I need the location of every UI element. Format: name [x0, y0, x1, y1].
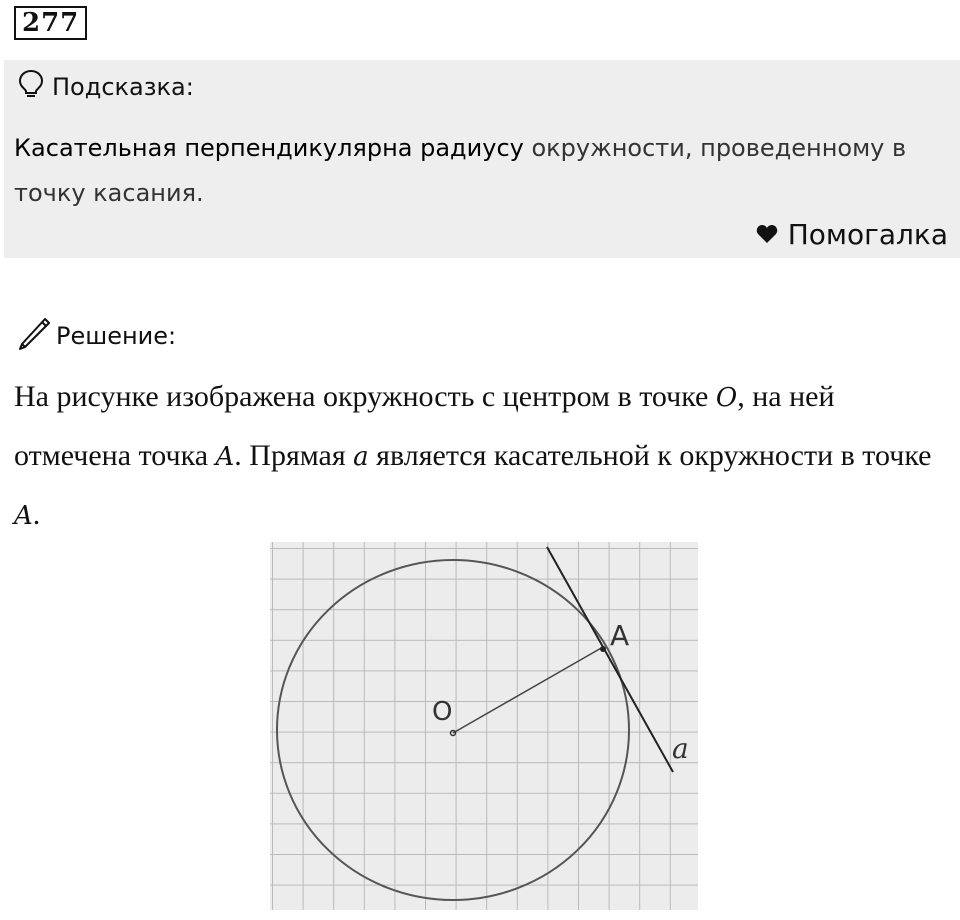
hint-header	[18, 72, 194, 102]
hint-panel	[4, 60, 960, 258]
label-line-a: a	[672, 732, 689, 765]
hint-text-bold: Касательная перпендикулярна радиусу	[14, 134, 524, 162]
solution-text-part: , на ней отмечена точка	[14, 380, 835, 472]
label-a: A	[610, 619, 630, 652]
figure-drawing	[270, 542, 698, 910]
solution-text-part: .	[32, 498, 41, 531]
solution-text-part: На рисунке изображена окружность с центром в точке	[14, 380, 716, 413]
hint-title: Подсказка:	[52, 73, 194, 101]
solution-header	[16, 316, 176, 356]
line-a-label: a	[353, 442, 369, 472]
task-number: 277	[14, 6, 87, 40]
lightbulb-icon	[18, 69, 44, 105]
label-o: O	[432, 697, 453, 727]
solution-text-part: . Прямая	[234, 439, 354, 472]
solution-text-part: является касательной к окружности в точке	[368, 439, 932, 472]
point-o-label: O	[715, 383, 738, 413]
solution-text	[14, 368, 944, 545]
source-label: Помогалка	[787, 218, 948, 251]
solution-title: Решение:	[56, 322, 177, 350]
point-a-label: A	[215, 442, 235, 472]
hint-text	[14, 126, 950, 216]
geometry-figure	[270, 542, 698, 910]
source-link[interactable]	[756, 218, 948, 251]
point-a	[600, 646, 606, 652]
pencil-icon	[16, 316, 52, 356]
hint-text-rest: окружности, проведенному в точку касания.	[14, 134, 907, 207]
point-a-label: A	[14, 501, 33, 531]
heart-icon	[756, 218, 778, 251]
